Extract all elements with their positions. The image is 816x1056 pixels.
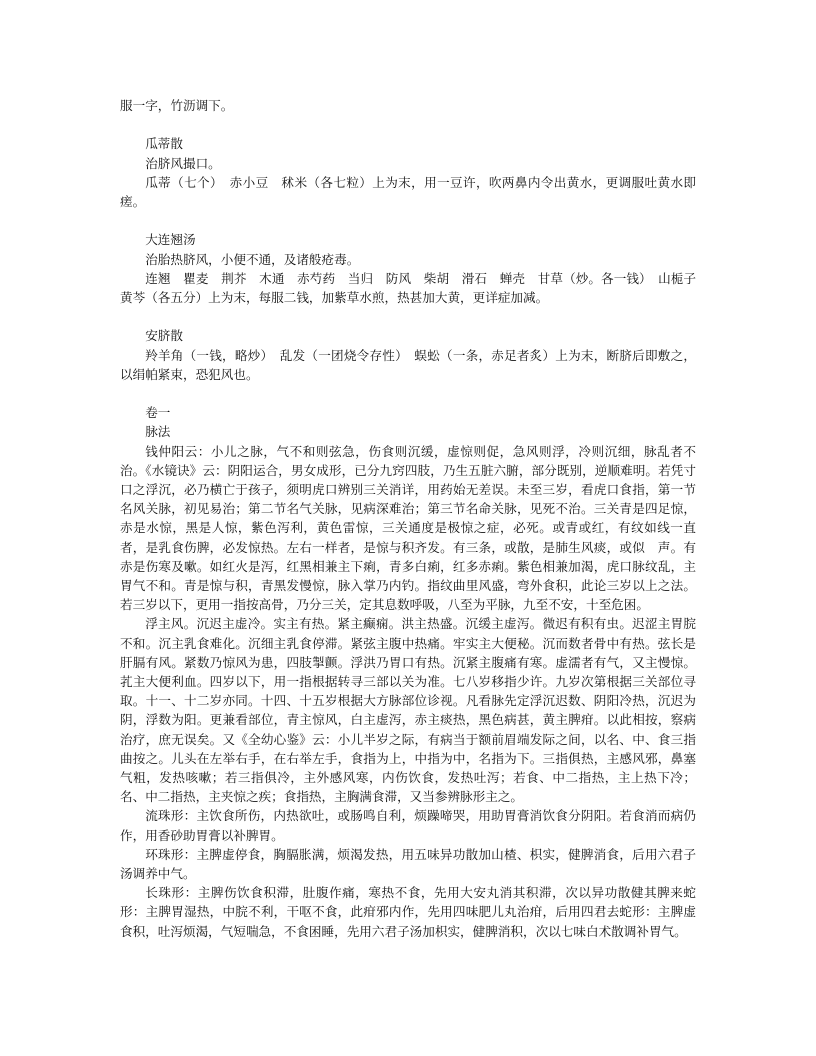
paragraph: 瓜蒂（七个） 赤小豆 秫米（各七粒）上为末，用一豆许，吹两鼻内令出黄水，更调服吐黄水即瘥。 bbox=[120, 174, 696, 209]
paragraph: 治脐风撮口。 bbox=[145, 155, 221, 171]
paragraph-gap bbox=[120, 307, 696, 326]
formula-title-guadisan: 瓜蒂散 bbox=[145, 136, 183, 152]
paragraph: 环珠形：主脾虚停食，胸膈胀满，烦渴发热，用五味异功散加山楂、枳实，健脾消食，后用六君子汤调养中气。 bbox=[120, 846, 696, 882]
paragraph: 连翘 瞿麦 荆芥 木通 赤芍药 当归 防风 柴胡 滑石 蝉壳 甘草（炒。各一钱） 山栀子 黄芩（各五分）上为末，每服二钱，加紫草水煎，热甚加大黄，更详症加减。 bbox=[120, 270, 709, 305]
paragraph-gap bbox=[120, 115, 696, 134]
paragraph: 长珠形：主脾伤饮食积滞，肚腹作痛，寒热不食，先用大安丸消其积滞，次以异功散健其脾来蛇形：主脾胃湿热，中脘不利，干呕不食，此疳邪内作，先用四味肥儿丸治疳，后用四君去蛇形：主脾虚食积，吐泻烦渴，气短喘急，不食困睡，先用六君子汤加枳实，健脾消积，次以七味白术散调补胃气。 bbox=[120, 885, 696, 939]
section-title-maifa: 脉法 bbox=[145, 424, 171, 440]
paragraph-gap bbox=[120, 211, 696, 230]
paragraph: 钱仲阳云：小儿之脉，气不和则弦急，伤食则沉缓，虚惊则促，急风则浮，冷则沉细，脉乱者不治。《水镜诀》云：阴阳运合，男女成形，已分九窍四肢，乃生五脏六腑，部分既别，逆顺难明。若凭寸口之浮沉，必乃横亡于孩子，须明虎口辨别三关消详，用药始无差误。未至三岁，看虎口食指，第一节名风关脉，初见易治；第二节名气关脉，见病深难治；第三节名命关脉，见死不治。三关青是四足惊，赤是水惊，黑是人惊，紫色泻利，黄色雷惊，三关通度是极惊之症，必死。或青或红，有纹如线一直者，是乳食伤脾，必发惊热。左右一样者，是惊与积齐发。有三条，或散，是肺生风痰，或似 声。有赤是伤寒及嗽。如红火是泻，红黑相兼主下痢，青多白痢，红多赤痢。紫色相兼加渴，虎口脉纹乱，主胃气不和。青是惊与积，青黑发慢惊，脉入掌乃内钓。指纹曲里风盛，弯外食积，此论三岁以上之法。若三岁以下，更用一指按高骨，乃分三关，定其息数呼吸，八至为平脉，九至不安，十至危困。 bbox=[120, 443, 696, 613]
formula-title-anqisan: 安脐散 bbox=[145, 328, 183, 344]
paragraph: 流珠形：主饮食所伤，内热欲吐，或肠鸣自利，烦躁啼哭，用助胃膏消饮食分阴阳。若食消而病仍作，用香砂助胃膏以补脾胃。 bbox=[120, 808, 696, 843]
paragraph: 服一字，竹沥调下。 bbox=[120, 98, 234, 113]
paragraph-gap bbox=[120, 384, 696, 403]
paragraph: 治胎热脐风，小便不通，及诸般疮毒。 bbox=[145, 251, 360, 267]
paragraph: 浮主风。沉迟主虚冷。实主有热。紧主癫痫。洪主热盛。沉缓主虚泻。微迟有积有虫。迟涩主胃脘不和。沉主乳食难化。沉细主乳食停滞。紧弦主腹中热痛。牢实主大便秘。沉而数者骨中有热。弦长是肝膈有风。紧数乃惊风为患，四肢掣颤。浮洪乃胃口有热。沉紧主腹痛有寒。虚濡者有气，又主慢惊。芤主大便利血。四岁以下，用一指根据转寻三部以关为准。七八岁移指少许。九岁次第根据三关部位寻取。十一、十二岁亦同。十四、十五岁根据大方脉部位诊视。凡看脉先定浮沉迟数、阴阳冷热，沉迟为阴，浮数为阳。更兼看部位，青主惊风，白主虚泻，赤主痰热，黑色病甚，黄主脾疳。以此相按，察病治疗，庶无误矣。又《全幼心鉴》云：小儿半岁之际，有病当于额前眉端发际之间，以名、中、食三指曲按之。儿头在左举右手，在右举左手，食指为上，中指为中，名指为下。三指俱热，主感风邪，鼻塞气粗，发热咳嗽；若三指俱冷，主外感风寒，内伤饮食，发热吐泻；若食、中二指热，主上热下冷；名、中二指热，主夹惊之疾；食指热，主胸满食滞，又当参辨脉形主之。 bbox=[120, 616, 696, 805]
formula-title-dalianqiaotang: 大连翘汤 bbox=[145, 232, 196, 248]
paragraph: 羚羊角（一钱，略炒） 乱发（一团烧令存性） 蜈蚣（一条，赤足者炙）上为末，断脐后即敷之，以绢帕紧束，恐犯风也。 bbox=[120, 347, 696, 382]
document-page bbox=[120, 96, 709, 941]
volume-title: 卷一 bbox=[145, 405, 171, 421]
